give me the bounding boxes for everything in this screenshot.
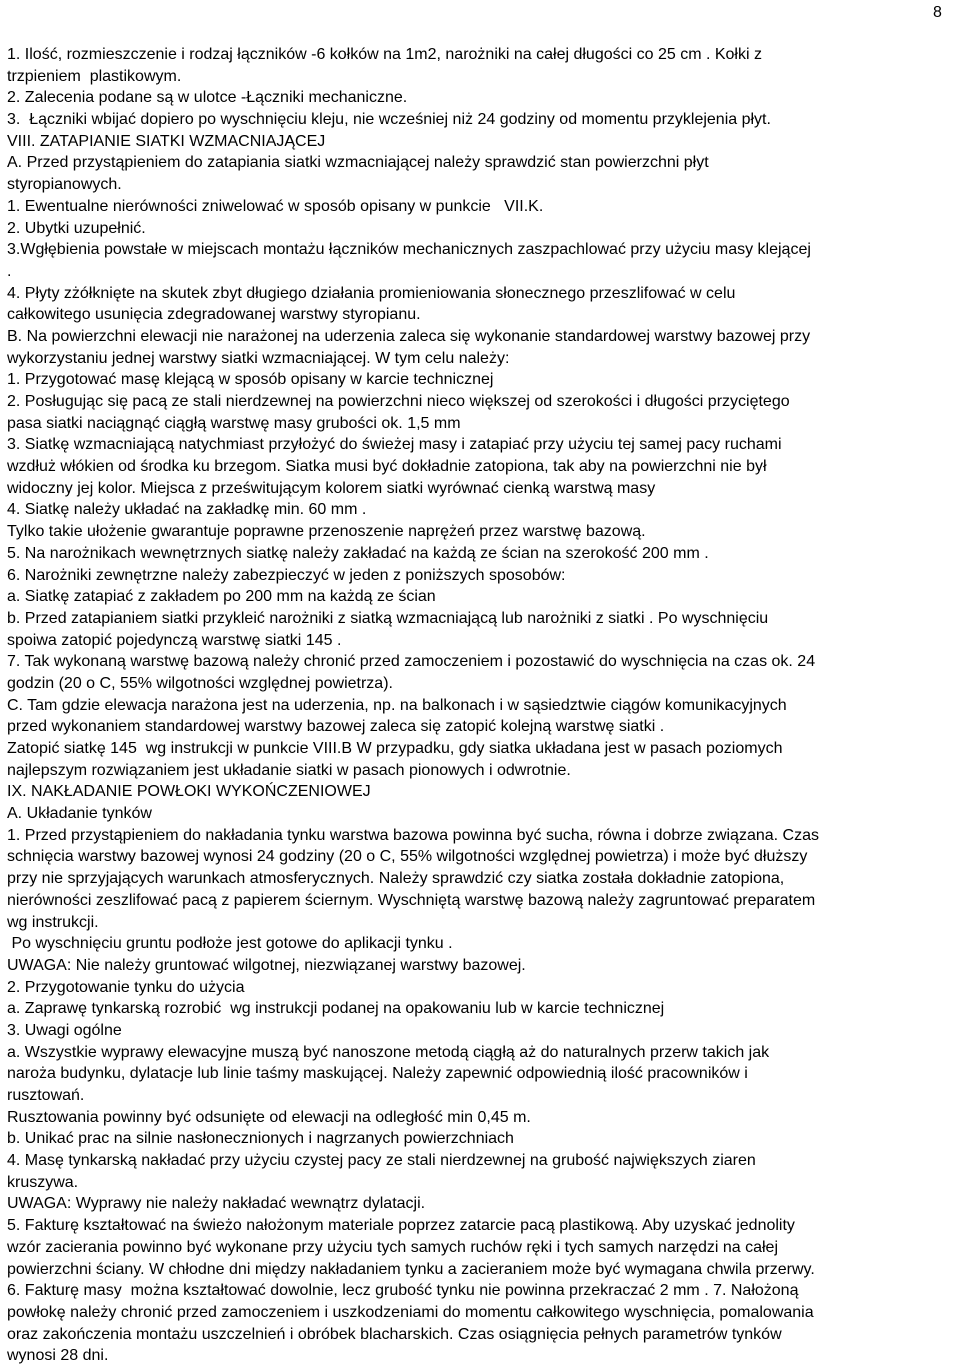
text-line: b. Unikać prac na silnie nasłonecznionych i nagrzanych powierzchniach xyxy=(7,1130,514,1148)
text-line: styropianowych. xyxy=(7,176,122,194)
text-line: 4. Masę tynkarską nakładać przy użyciu czystej pacy ze stali nierdzewnej na grubość największych ziaren xyxy=(7,1152,756,1170)
text-line: oraz zakończenia montażu uszczelnień i obróbek blacharskich. Czas osiągnięcia pełnych parametrów tynków xyxy=(7,1325,782,1343)
text-line: A. Przed przystąpieniem do zatapiania siatki wzmacniającej należy sprawdzić stan powierzchni płyt xyxy=(7,154,709,172)
text-line: Rusztowania powinny być odsunięte od elewacji na odległość min 0,45 m. xyxy=(7,1108,531,1126)
text-line: 3.Wgłębienia powstałe w miejscach montażu łączników mechanicznych zaszpachlować przy użyciu masy klejącej xyxy=(7,241,811,259)
text-line: A. Układanie tynków xyxy=(7,805,152,823)
text-line: 1. Ilość, rozmieszczenie i rodzaj łączników -6 kołków na 1m2, narożniki na całej długości co 25 cm . Kołki z xyxy=(7,46,762,63)
text-line: 6. Fakturę masy można kształtować dowolnie, lecz grubość tynku nie powinna przekraczać 2 mm . 7. Nałożoną xyxy=(7,1282,799,1300)
text-line: Zatopić siatkę 145 wg instrukcji w punkcie VIII.B W przypadku, gdy siatka układana jest w pasach poziomych xyxy=(7,740,783,757)
text-line: spoiwa zatopić pojedynczą warstwę siatki 145 . xyxy=(7,631,342,649)
text-line: b. Przed zatapianiem siatki przykleić narożniki z siatką wzmacniającą lub narożniki z siatki . Po wyschnięciu xyxy=(7,609,769,627)
text-line: 5. Fakturę kształtować na świeżo nałożonym materiale poprzez zatarcie pacą plastikową. Aby uzyskać jednolity xyxy=(7,1217,795,1235)
text-line: 4. Płyty zżółknięte na skutek zbyt długiego działania promieniowania słonecznego przeszlifować w celu xyxy=(7,284,736,302)
text-line: najlepszym rozwiązaniem jest układanie siatki w pasach pionowych i odwrotnie. xyxy=(7,761,571,779)
text-line: przy nie sprzyjających warunkach atmosferycznych. Należy sprawdzić czy siatka została dokładnie zatopiona, xyxy=(7,870,785,888)
text-line: C. Tam gdzie elewacja narażona jest na uderzenia, np. na balkonach i w sąsiedztwie ciągów komunikacyjnych xyxy=(7,696,787,714)
text-line: Tylko takie ułożenie gwarantuje poprawne przenoszenie naprężeń przez warstwę bazową. xyxy=(7,523,646,541)
text-line: 6. Narożniki zewnętrzne należy zabezpieczyć w jeden z poniższych sposobów: xyxy=(7,566,566,584)
text-line: wg instrukcji. xyxy=(7,913,99,931)
text-line: a. Siatkę zatapiać z zakładem po 200 mm na każdą ze ścian xyxy=(7,588,436,606)
text-line: VIII. ZATAPIANIE SIATKI WZMACNIAJĄCEJ xyxy=(7,132,326,150)
text-line: 1. Ewentualne nierówności zniwelować w sposób opisany w punkcie VII.K. xyxy=(7,197,544,215)
text-line: a. Zaprawę tynkarską rozrobić wg instrukcji podanej na opakowaniu lub w karcie technicznej xyxy=(7,1000,665,1018)
text-line: powłokę należy chronić przed zamoczeniem i uszkodzeniami do momentu całkowitego wyschnięcia, pomalowania xyxy=(7,1303,814,1321)
text-line: 2. Posługując się pacą ze stali nierdzewnej na powierzchni nieco większej od szerokości i długości przyciętego xyxy=(7,393,790,410)
text-line: przed wykonaniem standardowej warstwy bazowej zaleca się zatopić kolejną warstwę siatki . xyxy=(7,718,665,736)
text-line: wykorzystaniu jednej warstwy siatki wzmacniającej. W tym celu należy: xyxy=(7,349,510,367)
page-number: 8 xyxy=(933,4,942,21)
document-body xyxy=(7,44,957,1367)
text-line: naroża budynku, dylatacje lub linie taśmy maskującej. Należy zapewnić odpowiednią ilość pracowników i xyxy=(7,1065,748,1083)
text-line: B. Na powierzchni elewacji nie narażonej na uderzenia zaleca się wykonanie standardowej warstwy bazowej przy xyxy=(7,327,811,345)
text-line: schnięcia warstwy bazowej wynosi 24 godziny (20 o C, 55% wilgotności względnej powietrza) i może być dłuższy xyxy=(7,848,808,866)
text-line: widoczny jej kolor. Miejsca z prześwitującym kolorem siatki wyrównać cienką warstwą masy xyxy=(7,479,656,497)
text-line: rusztowań. xyxy=(7,1087,85,1104)
text-line: 1. Przed przystąpieniem do nakładania tynku warstwa bazowa powinna być sucha, równa i dobrze związana. Czas xyxy=(7,826,819,844)
text-line: wzdłuż włókien od środka ku brzegom. Siatka musi być dokładnie zatopiona, tak aby na powierzchni nie był xyxy=(7,458,767,476)
text-line: 3. Siatkę wzmacniającą natychmiast przyłożyć do świeżej masy i zatapiać przy użyciu tej samej pacy ruchami xyxy=(7,436,782,454)
text-line: 3. Uwagi ogólne xyxy=(7,1021,122,1039)
text-line: 1. Przygotować masę klejącą w sposób opisany w karcie technicznej xyxy=(7,371,494,389)
text-line: 2. Ubytki uzupełnić. xyxy=(7,219,146,237)
text-line: 3. Łączniki wbijać dopiero po wyschnięciu kleju, nie wcześniej niż 24 godziny od momentu przyklejenia płyt. xyxy=(7,111,771,129)
text-line: trzpieniem plastikowym. xyxy=(7,67,182,85)
text-line: godzin (20 o C, 55% wilgotności względnej powietrza). xyxy=(7,674,393,692)
text-line: . xyxy=(7,262,12,280)
text-line: 2. Zalecenia podane są w ulotce -Łączniki mechaniczne. xyxy=(7,89,408,107)
text-line: całkowitego usunięcia zdegradowanej warstwy styropianu. xyxy=(7,306,421,324)
text-line: IX. NAKŁADANIE POWŁOKI WYKOŃCZENIOWEJ xyxy=(7,783,371,801)
text-line: a. Wszystkie wyprawy elewacyjne muszą być nanoszone metodą ciągłą aż do naturalnych przerw takich jak xyxy=(7,1043,770,1061)
text-line: UWAGA: Nie należy gruntować wilgotnej, niezwiązanej warstwy bazowej. xyxy=(7,956,526,974)
text-line: 2. Przygotowanie tynku do użycia xyxy=(7,978,245,996)
text-line: nierówności zeszlifować pacą z papierem ściernym. Wyschniętą warstwę bazową należy zagruntować preparatem xyxy=(7,891,816,909)
text-line: kruszywa. xyxy=(7,1173,79,1191)
text-line: 5. Na narożnikach wewnętrznych siatkę należy zakładać na każdą ze ścian na szerokość 200 mm . xyxy=(7,544,709,562)
text-line: 4. Siatkę należy układać na zakładkę min. 60 mm . xyxy=(7,501,367,519)
text-line: UWAGA: Wyprawy nie należy nakładać wewnątrz dylatacji. xyxy=(7,1195,426,1213)
text-line: wzór zacierania powinno być wykonane przy użyciu tych samych ruchów ręki i tych samych narzędzi na całej xyxy=(7,1238,778,1256)
text-line: 7. Tak wykonaną warstwę bazową należy chronić przed zamoczeniem i pozostawić do wyschnięcia na czas ok. 24 xyxy=(7,653,816,671)
text-line: pasa siatki naciągnąć ciągłą warstwę masy grubości ok. 1,5 mm xyxy=(7,414,461,432)
text-line: wynosi 28 dni. xyxy=(7,1347,109,1365)
text-line: Po wyschnięciu gruntu podłoże jest gotowe do aplikacji tynku . xyxy=(7,935,453,953)
text-line: powierzchni ściany. W chłodne dni między nakładaniem tynku a zacieraniem może być wymagana chwila przerwy. xyxy=(7,1260,815,1278)
